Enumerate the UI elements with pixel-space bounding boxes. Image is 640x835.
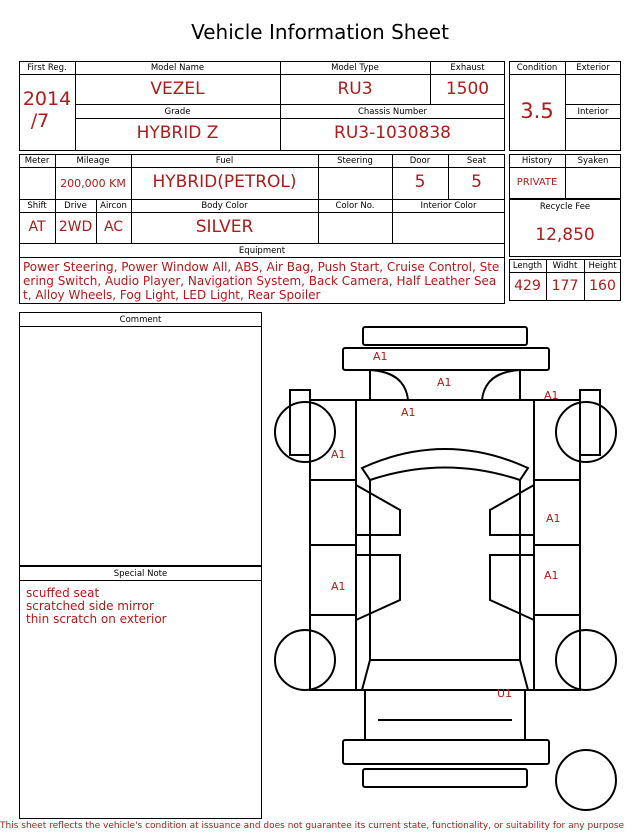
drive-value: 2WD: [58, 219, 93, 235]
model-type-value: RU3: [337, 79, 373, 99]
body-color-label: Body Color: [201, 201, 248, 211]
damage-mark-windshield: A1: [401, 406, 416, 419]
length-label: Length: [512, 261, 543, 271]
chassis-number-value: RU3-1030838: [334, 123, 451, 143]
aircon-label: Aircon: [100, 201, 127, 211]
special-note-item: scratched side mirror: [26, 599, 154, 613]
condition-value: 3.5: [520, 99, 554, 123]
chassis-number-label: Chassis Number: [357, 107, 428, 117]
width-value: 177: [551, 278, 579, 294]
shift-label: Shift: [27, 201, 47, 211]
door-value: 5: [414, 172, 426, 192]
model-type-label: Model Type: [331, 63, 379, 73]
grade-value: HYBRID Z: [136, 123, 219, 143]
damage-mark-front-right-fender: A1: [544, 389, 559, 402]
page-title: Vehicle Information Sheet: [191, 20, 449, 44]
length-value: 429: [514, 278, 541, 294]
first-reg-label: First Reg.: [27, 63, 67, 73]
damage-mark-hood: A1: [437, 376, 452, 389]
special-note-label: Special Note: [113, 569, 168, 579]
first-reg-year: 2014: [22, 88, 72, 110]
damage-mark-front-bumper: A1: [373, 350, 388, 363]
history-value: PRIVATE: [516, 177, 558, 188]
damage-mark-left-side: A1: [331, 580, 346, 593]
comment-label: Comment: [119, 315, 162, 325]
width-label: Widht: [552, 261, 578, 271]
interior-label: Interior: [577, 107, 609, 117]
special-note-item: scuffed seat: [26, 586, 100, 600]
mileage-value: 200,000 KM: [60, 177, 126, 190]
meter-label: Meter: [24, 156, 50, 166]
exterior-label: Exterior: [576, 63, 610, 73]
damage-mark-front-left-fender: A1: [331, 448, 346, 461]
steering-label: Steering: [337, 156, 373, 166]
recycle-fee-value: 12,850: [535, 225, 595, 245]
damage-mark-right-front-door: A1: [546, 512, 561, 525]
interior-color-label: Interior Color: [420, 201, 477, 211]
exhaust-label: Exhaust: [450, 63, 485, 73]
seat-label: Seat: [466, 156, 487, 166]
exhaust-value: 1500: [445, 79, 490, 99]
fuel-label: Fuel: [215, 156, 234, 166]
grade-label: Grade: [164, 107, 191, 117]
drive-label: Drive: [64, 201, 87, 211]
history-label: History: [521, 156, 553, 166]
damage-mark-rear: U1: [497, 687, 513, 700]
height-label: Height: [588, 261, 617, 271]
damage-mark-right-rear-door: A1: [544, 569, 559, 582]
body-color-value: SILVER: [195, 217, 254, 237]
first-reg-month: /7: [30, 110, 50, 132]
color-no-label: Color No.: [335, 201, 375, 211]
shift-value: AT: [28, 219, 46, 235]
condition-label: Condition: [516, 63, 558, 73]
equipment-list: Power Steering, Power Window All, ABS, Air Bag, Push Start, Cruise Control, Steering Switch, Audio Player, Navigation System, Back Camera, Half Leather Seat, Alloy Wheels, Fog Light, LED Light, Rear Spoiler: [23, 260, 500, 302]
recycle-fee-label: Recycle Fee: [539, 202, 591, 212]
fuel-value: HYBRID(PETROL): [152, 172, 297, 192]
model-name-label: Model Name: [150, 63, 205, 73]
aircon-value: AC: [103, 219, 124, 235]
special-note-item: thin scratch on exterior: [26, 612, 167, 626]
equipment-label: Equipment: [238, 246, 286, 256]
disclaimer-footer: This sheet reflects the vehicle's condition at issuance and does not guarantee its current state, functionality, or suitability for any purpose: [0, 821, 625, 831]
syaken-label: Syaken: [577, 156, 609, 166]
height-value: 160: [589, 278, 616, 294]
model-name-value: VEZEL: [150, 79, 205, 99]
door-label: Door: [409, 156, 431, 166]
seat-value: 5: [471, 172, 482, 192]
mileage-label: Mileage: [76, 156, 110, 166]
